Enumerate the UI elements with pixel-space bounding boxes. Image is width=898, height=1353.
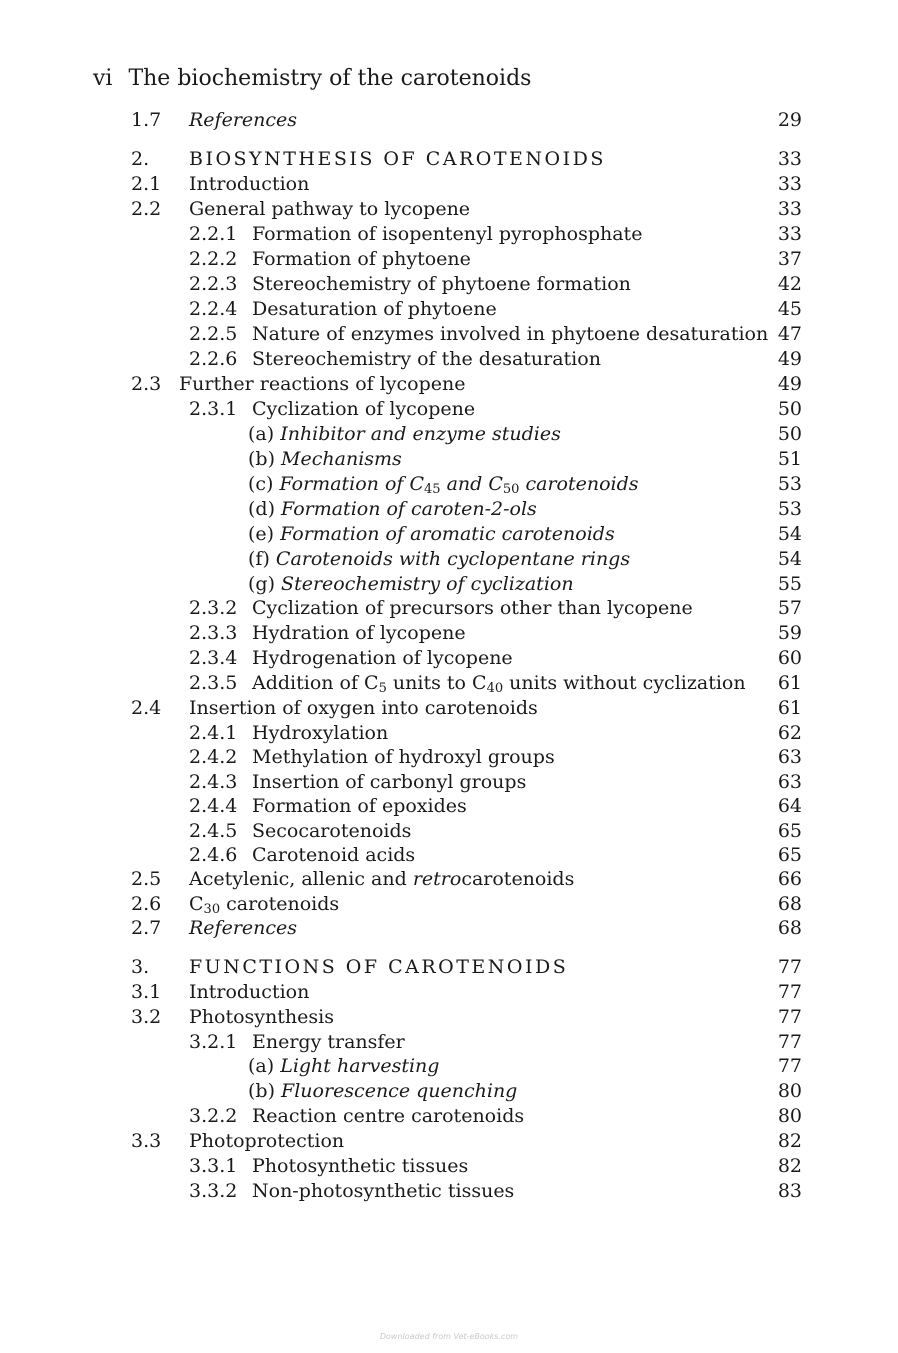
toc-entry-title [189,955,568,979]
title-part: 30 [203,902,221,917]
toc-entry [0,347,898,371]
toc-entry-page: 57 [777,597,802,619]
toc-entry-number: 2.4.2 [189,746,238,768]
toc-entry [0,372,898,396]
toc-entry-title [252,397,475,421]
toc-entry-title [189,1129,344,1153]
toc-entry-title [252,819,411,843]
toc-entry [0,819,898,843]
toc-entry-page: 77 [777,1031,802,1053]
toc-entry-page: 55 [777,573,802,595]
toc-entry-page: 49 [777,373,802,395]
toc-entry-page: 68 [777,893,802,915]
toc-entry-number: 2.3.2 [189,597,238,619]
toc-entry-number: 2.1 [131,173,162,195]
toc-entry-title [248,1054,439,1078]
toc-entry [0,721,898,745]
toc-entry-title-text: FUNCTIONS OF CAROTENOIDS [189,956,569,978]
toc-entry-title-text: Methylation of hydroxyl groups [252,746,555,768]
toc-entry-title [189,916,297,940]
toc-entry-number: 2.4.5 [189,820,238,842]
toc-entry-number: 2. [131,148,150,170]
toc-entry-title [248,497,537,521]
toc-entry [0,547,898,571]
toc-entry-number: 2.4.3 [189,771,238,793]
toc-entry [0,422,898,446]
toc-entry-label: (e) [248,523,275,545]
toc-entry-page: 45 [777,298,802,320]
toc-entry-title-text: Formation of epoxides [252,795,467,817]
toc-entry-title [252,272,631,296]
toc-entry-title [189,197,470,221]
toc-entry-page: 53 [777,498,802,520]
toc-entry-page: 80 [777,1105,802,1127]
toc-entry-title-text: Stereochemistry of the desaturation [252,348,601,370]
toc-entry-number: 1.7 [131,109,162,131]
toc-entry-number: 2.2.3 [189,273,238,295]
toc-entry-title-text [189,868,574,890]
toc-entry-title-text: Hydroxylation [252,722,389,744]
toc-entry-number: 3.2.2 [189,1105,238,1127]
toc-entry-page: 61 [777,697,802,719]
toc-entry-number: 2.6 [131,893,162,915]
toc-entry-title [189,696,538,720]
toc-entry-page: 59 [777,622,802,644]
toc-entry-page: 68 [777,917,802,939]
toc-entry-title [189,147,606,171]
toc-entry [0,272,898,296]
title-part: retro [412,868,462,890]
toc-entry-title [252,671,746,695]
toc-entry-title [252,297,497,321]
toc-entry-page: 77 [777,956,802,978]
toc-entry [0,147,898,171]
toc-entry-number: 2.2.1 [189,223,238,245]
toc-entry-number: 2.4.1 [189,722,238,744]
toc-entry-title [252,794,467,818]
toc-entry-page: 33 [777,198,802,220]
toc-entry-title-text: Formation of aromatic carotenoids [280,523,615,545]
toc-entry-title-text: Reaction centre carotenoids [252,1105,525,1127]
title-part: 45 [424,482,441,497]
toc-entry-title [252,1104,524,1128]
toc-entry-title [252,646,513,670]
toc-entry-title [189,108,297,132]
toc-entry-title [189,980,309,1004]
toc-entry-page: 82 [777,1130,802,1152]
toc-entry [0,172,898,196]
toc-entry-number: 3.1 [131,981,162,1003]
toc-entry [0,1154,898,1178]
toc-entry [0,1104,898,1128]
toc-entry-title [252,1154,468,1178]
toc-entry [0,671,898,695]
toc-entry-title-text: Carotenoid acids [252,844,416,866]
toc-entry-title-text: Introduction [189,173,310,195]
toc-entry-page: 54 [777,548,802,570]
toc-entry-title [189,1005,334,1029]
toc-entry-page: 53 [777,473,802,495]
toc-entry-title-text: Photoprotection [189,1130,345,1152]
toc-entry-page: 50 [777,398,802,420]
toc-entry-title-text: General pathway to lycopene [189,198,471,220]
toc-entry-number: 2.3.3 [189,622,238,644]
toc-entry-page: 63 [777,771,802,793]
toc-entry-page: 82 [777,1155,802,1177]
title-part: carotenoids [220,893,340,915]
toc-entry [0,596,898,620]
toc-entry-title-text: Stereochemistry of cyclization [281,573,574,595]
toc-entry-page: 42 [777,273,802,295]
toc-entry [0,247,898,271]
toc-entry [0,522,898,546]
toc-entry-title-text: Carotenoids with cyclopentane rings [275,548,631,570]
toc-entry-page: 49 [777,348,802,370]
toc-entry-title-text: Hydration of lycopene [252,622,466,644]
toc-entry-number: 2.3.5 [189,672,238,694]
toc-entry [0,621,898,645]
toc-entry-page: 60 [777,647,802,669]
toc-entry-title-text: Photosynthesis [189,1006,334,1028]
toc-entry-label: (d) [248,498,275,520]
toc-entry-title [252,1179,514,1203]
toc-entry-title-text: Desaturation of phytoene [252,298,497,320]
toc-entry-number: 2.2 [131,198,162,220]
toc-entry-label: (b) [248,448,275,470]
title-part: Acetylenic, allenic and [189,868,413,890]
toc-entry [0,696,898,720]
toc-entry-title-text: Nature of enzymes involved in phytoene desaturation [252,323,769,345]
toc-entry [0,572,898,596]
toc-entry-title-text: Formation of caroten-2-ols [281,498,537,520]
toc-entry-label: (g) [248,573,275,595]
toc-entry-title-text: Energy transfer [252,1031,405,1053]
toc-entry-title [189,172,309,196]
toc-entry-page: 65 [777,820,802,842]
toc-entry-number: 3. [131,956,150,978]
toc-entry-title-text: References [189,109,298,131]
toc-entry-title [252,621,466,645]
toc-entry-title [252,721,388,745]
toc-entry-title-text [189,893,339,915]
toc-entry-title-text: Light harvesting [280,1055,440,1077]
toc-entry-page: 77 [777,1006,802,1028]
toc-entry-number: 3.3.1 [189,1155,238,1177]
toc-entry-title-text: Fluorescence quenching [281,1080,518,1102]
title-part: Formation of C [279,473,425,495]
toc-entry-title-text [252,672,746,694]
toc-entry-number: 2.2.5 [189,323,238,345]
toc-entry-label: (a) [248,1055,275,1077]
title-part: units without cyclization [503,672,746,694]
title-part: units to C [386,672,487,694]
toc-entry-title [248,522,615,546]
toc-entry-title [252,347,601,371]
title-part: 5 [378,681,387,696]
page-folio: vi [93,66,113,91]
toc-entry-number: 2.2.2 [189,248,238,270]
toc-entry [0,916,898,940]
toc-entry-title [252,1030,405,1054]
toc-entry-page: 29 [777,109,802,131]
toc-entry-title [252,322,768,346]
toc-entry [0,794,898,818]
toc-entry [0,222,898,246]
toc-entry-page: 33 [777,223,802,245]
toc-entry-number: 2.3 [131,373,162,395]
toc-entry-title-text: Insertion of carbonyl groups [252,771,527,793]
toc-entry-page: 83 [777,1180,802,1202]
toc-entry-label: (c) [248,473,274,495]
toc-entry-title [179,372,466,396]
toc-entry-title-text: Further reactions of lycopene [179,373,466,395]
toc-entry-page: 77 [777,1055,802,1077]
toc-entry-title [189,892,339,916]
title-part: carotenoids [461,868,575,890]
toc-entry-number: 3.2 [131,1006,162,1028]
toc-entry-title [248,572,574,596]
title-part: and C [440,473,503,495]
toc-entry [0,447,898,471]
toc-entry [0,497,898,521]
toc-entry [0,322,898,346]
toc-entry-page: 33 [777,173,802,195]
toc-entry-page: 61 [777,672,802,694]
title-part: C [189,893,204,915]
toc-entry-page: 50 [777,423,802,445]
toc-entry-title-text: Mechanisms [281,448,402,470]
toc-entry-title [252,843,415,867]
toc-entry-page: 37 [777,248,802,270]
toc-entry-page: 66 [777,868,802,890]
toc-entry-number: 2.5 [131,868,162,890]
toc-entry-title-text [280,473,639,495]
toc-entry-page: 80 [777,1080,802,1102]
toc-entry-page: 77 [777,981,802,1003]
toc-entry-number: 2.2.6 [189,348,238,370]
toc-entry-title-text: Insertion of oxygen into carotenoids [189,697,538,719]
toc-entry-number: 3.3.2 [189,1180,238,1202]
toc-entry-number: 2.4.6 [189,844,238,866]
toc-entry-page: 33 [777,148,802,170]
toc-entry-title-text: Photosynthetic tissues [252,1155,469,1177]
toc-entry [0,867,898,891]
toc-entry-title [248,472,639,496]
toc-entry [0,745,898,769]
toc-entry-title [252,745,555,769]
toc-entry [0,1179,898,1203]
toc-entry-page: 64 [777,795,802,817]
toc-entry-number: 2.3.4 [189,647,238,669]
toc-entry-title-text: Non-photosynthetic tissues [252,1180,515,1202]
toc-entry-number: 2.7 [131,917,162,939]
title-part: 40 [486,681,504,696]
toc-entry [0,955,898,979]
toc-entry [0,1030,898,1054]
title-part: carotenoids [519,473,639,495]
toc-entry [0,892,898,916]
toc-entry-title-text: References [189,917,298,939]
toc-entry-title-text: BIOSYNTHESIS OF CAROTENOIDS [189,148,606,170]
toc-entry-number: 3.2.1 [189,1031,238,1053]
toc-entry [0,1129,898,1153]
toc-entry-title-text: Introduction [189,981,310,1003]
toc-entry-title [248,447,402,471]
toc-entry-title [252,247,471,271]
running-title: The biochemistry of the carotenoids [128,66,532,91]
toc-entry [0,197,898,221]
toc-entry-title-text: Cyclization of lycopene [252,398,476,420]
title-part: 50 [502,482,520,497]
toc-entry-title-text: Formation of isopentenyl pyrophosphate [252,223,643,245]
toc-entry-page: 51 [777,448,802,470]
toc-entry-title-text: Hydrogenation of lycopene [252,647,513,669]
toc-entry-title [189,867,574,891]
toc-entry [0,770,898,794]
toc-entry [0,843,898,867]
toc-entry [0,397,898,421]
toc-entry-page: 62 [777,722,802,744]
toc-entry-title [248,1079,517,1103]
toc-entry-title [252,596,693,620]
toc-entry [0,472,898,496]
toc-entry-label: (b) [248,1080,275,1102]
toc-entry-title [252,770,526,794]
toc-entry-number: 2.2.4 [189,298,238,320]
toc-entry-number: 2.4.4 [189,795,238,817]
toc-entry-title-text: Secocarotenoids [252,820,412,842]
toc-entry [0,1005,898,1029]
toc-entry-label: (a) [248,423,275,445]
toc-entry-number: 3.3 [131,1130,162,1152]
toc-entry [0,980,898,1004]
toc-entry-page: 47 [777,323,802,345]
toc-entry-title [252,222,642,246]
watermark: Downloaded from Vet-eBooks.com [379,1332,519,1341]
toc-entry-page: 65 [777,844,802,866]
toc-entry [0,1054,898,1078]
toc-entry-page: 54 [777,523,802,545]
toc-entry [0,108,898,132]
toc-entry-number: 2.3.1 [189,398,238,420]
toc-entry [0,646,898,670]
title-part: Addition of C [252,672,379,694]
toc-entry-title-text: Formation of phytoene [252,248,471,270]
toc-entry-page: 63 [777,746,802,768]
toc-entry-title-text: Inhibitor and enzyme studies [280,423,561,445]
toc-entry-title-text: Cyclization of precursors other than lycopene [252,597,693,619]
toc-entry-number: 2.4 [131,697,162,719]
toc-entry-label: (f) [248,548,270,570]
toc-entry [0,1079,898,1103]
toc-entry-title [248,547,630,571]
toc-entry [0,297,898,321]
toc-entry-title-text: Stereochemistry of phytoene formation [252,273,631,295]
toc-entry-title [248,422,561,446]
